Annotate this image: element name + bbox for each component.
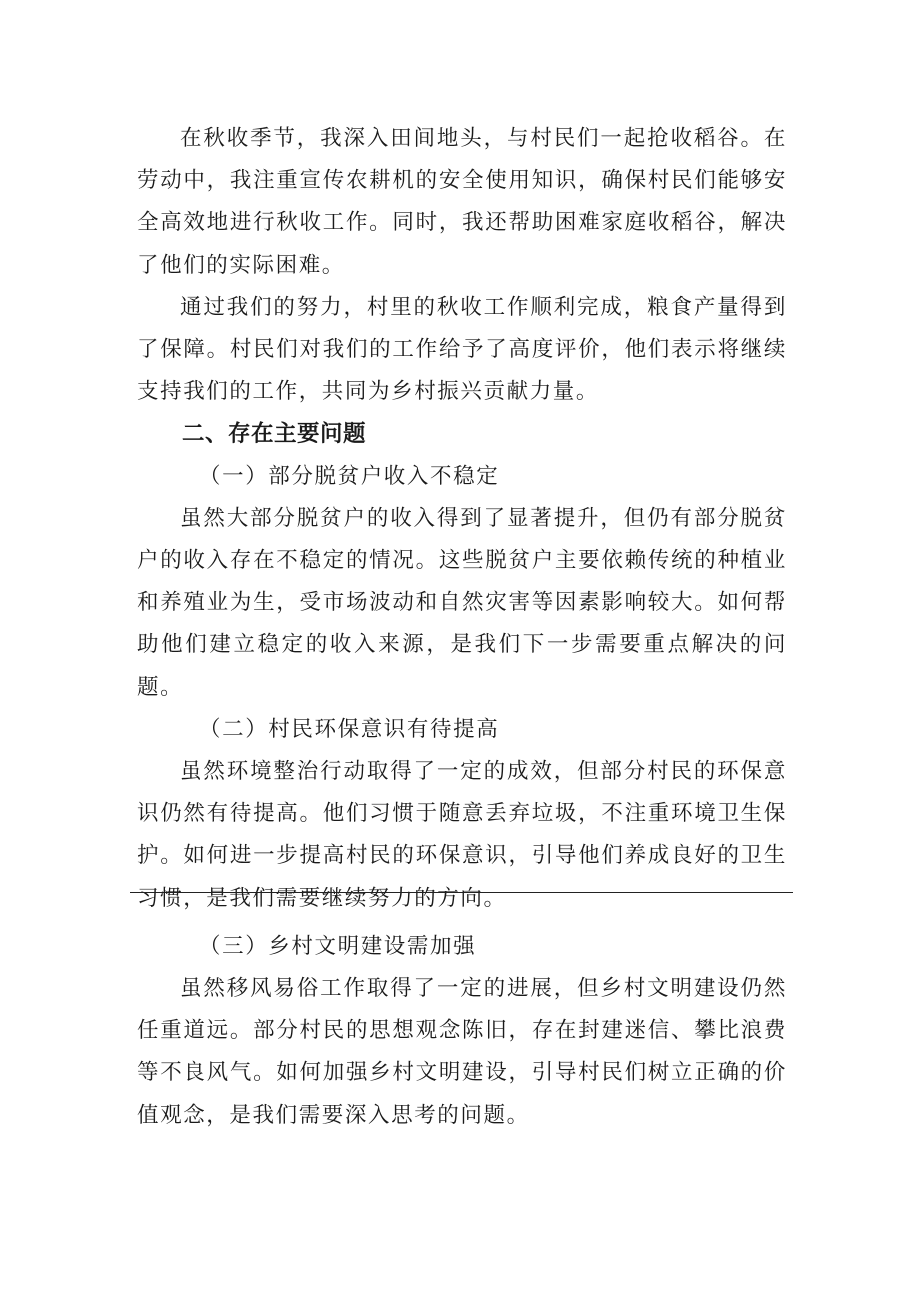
paragraph-rural-civilization: 虽然移风易俗工作取得了一定的进展，但乡村文明建设仍然任重道远。部分村民的思想观念陈旧，存在封建迷信、攀比浪费等不良风气。如何加强乡村文明建设，引导村民们树立正确的价值观念，是我们需要深入思考的问题。 — [137, 976, 787, 1128]
paragraph-harvest-result: 通过我们的努力，村里的秋收工作顺利完成，粮食产量得到了保障。村民们对我们的工作给予了高度评价，他们表示将继续支持我们的工作，共同为乡村振兴贡献力量。 — [137, 294, 787, 405]
subheading-environmental-awareness: （二）村民环保意识有待提高 — [199, 716, 500, 742]
paragraph-income-instability: 虽然大部分脱贫户的收入得到了显著提升，但仍有部分脱贫户的收入存在不稳定的情况。这些脱贫户主要依赖传统的种植业和养殖业为生，受市场波动和自然灾害等因素影响较大。如何帮助他们建立稳定的收入来源，是我们下一步需要重点解决的问题。 — [137, 505, 787, 700]
subheading-income-instability: （一）部分脱贫户收入不稳定 — [199, 463, 500, 489]
paragraph-environmental-awareness: 虽然环境整治行动取得了一定的成效，但部分村民的环保意识仍然有待提高。他们习惯于随意丢弃垃圾，不注重环境卫生保护。如何进一步提高村民的环保意识，引导他们养成良好的卫生习惯，是我们需要继续努力的方向。 — [137, 759, 787, 911]
paragraph-autumn-harvest: 在秋收季节，我深入田间地头，与村民们一起抢收稻谷。在劳动中，我注重宣传农耕机的安全使用知识，确保村民们能够安全高效地进行秋收工作。同时，我还帮助困难家庭收稻谷，解决了他们的实际困难。 — [137, 126, 787, 278]
horizontal-divider — [130, 892, 793, 893]
document-body — [137, 118, 787, 1137]
subheading-rural-civilization: （三）乡村文明建设需加强 — [199, 933, 477, 959]
section-heading-main-problems: 二、存在主要问题 — [182, 421, 367, 448]
